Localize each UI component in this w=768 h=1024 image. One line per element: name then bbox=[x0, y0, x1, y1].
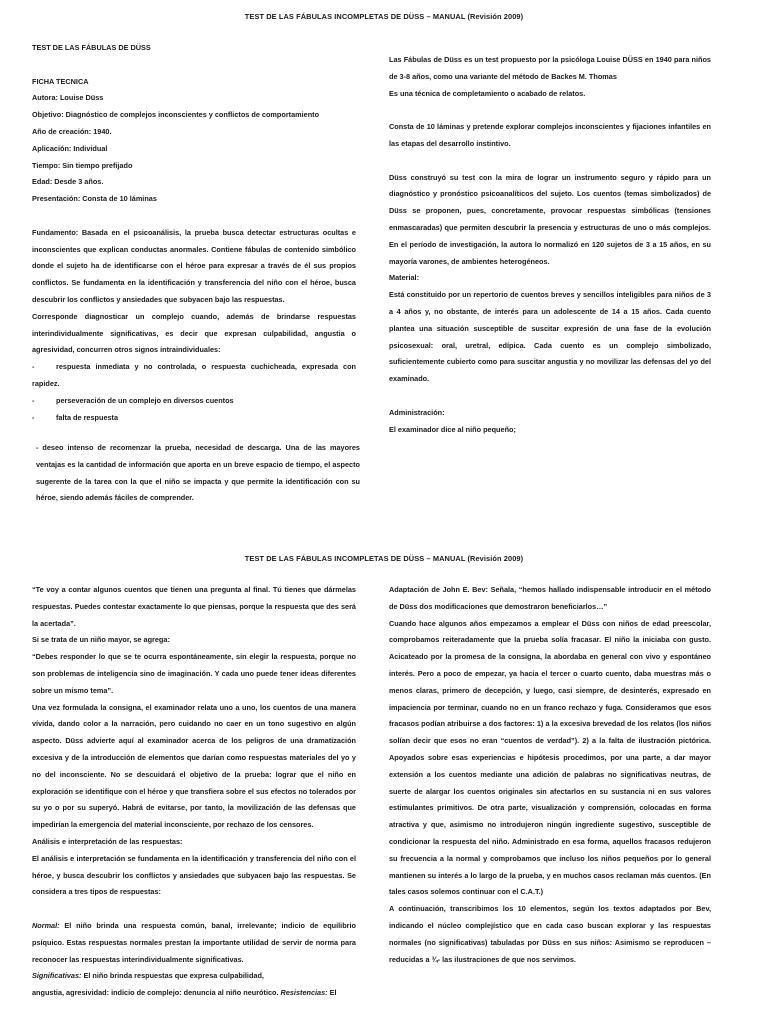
bullet-item: - perseveración de un complejo en diversos cuentos bbox=[32, 395, 234, 405]
last-line: angustia, agresividad: indicio de complejo: denuncia al niño neurótico. Resistencias: El bbox=[32, 988, 337, 998]
bullet-item: - respuesta inmediata y no controlada, o respuesta cuchicheada, expresada con rapidez. bbox=[32, 362, 356, 388]
section-title: TEST DE LAS FÁBULAS DE DÜSS bbox=[32, 43, 151, 52]
tecnica-paragraph: Es una técnica de completamiento o acabado de relatos. bbox=[389, 88, 586, 98]
nino-mayor-paragraph: Si se trata de un niño mayor, se agrega: bbox=[32, 635, 170, 645]
ficha-aplicacion: Aplicación: Individual bbox=[32, 143, 108, 153]
consigna-mayor-paragraph: “Debes responder lo que se te ocurra espontáneamente, sin elegir la respuesta, porque no son problemas de inteligencia sino de imaginación. Y cada uno puede tener ideas diferentes sobre un mismo tema”. bbox=[32, 652, 356, 695]
analisis-paragraph: El análisis e interpretación se fundamenta en la identificación y transferencia del niño con el héroe, y busca descubrir los conflictos y ansiedades que subyacen bajo las respuestas. Se considera a tres tipos de respuestas: bbox=[32, 853, 356, 897]
fundamento-paragraph: Fundamento: Basada en el psicoanálisis, la prueba busca detectar estructuras ocultas e inconscientes que explican conductas anormales. Contiene fábulas de contenido simbólico donde el sujeto ha de identificarse con el héroe para expresar a través de él sus propios conflictos. Se fundamenta en la identificación y transferencia del niño con el héroe, busca descubrir los conflictos y ansiedades que subyacen bajo las respuestas. bbox=[32, 227, 356, 304]
ficha-tiempo: Tiempo: Sin tiempo prefijado bbox=[32, 160, 133, 170]
document-page-2 bbox=[0, 540, 768, 1024]
normal-paragraph: Normal: El niño brinda una respuesta común, banal, irrelevante; indicio de equilibrio psíquico. Estas respuestas normales prestan la importante utilidad de servir de norma para reconocer las respuestas interindividualmente significativas. bbox=[32, 920, 356, 964]
ficha-heading: FICHA TECNICA bbox=[32, 76, 89, 86]
right-column bbox=[389, 582, 711, 968]
ficha-anio: Año de creación: 1940. bbox=[32, 126, 112, 136]
running-title: TEST DE LAS FÁBULAS INCOMPLETAS DE DÜSS – MANUAL (Revisión 2009) bbox=[244, 554, 524, 563]
left-column bbox=[32, 582, 356, 1002]
running-title: TEST DE LAS FÁBULAS INCOMPLETAS DE DÜSS – MANUAL (Revisión 2009) bbox=[244, 12, 524, 21]
consta-paragraph: Consta de 10 láminas y pretende explorar complejos inconscientes y fijaciones infantiles en las etapas del desarrollo instintivo. bbox=[389, 122, 711, 148]
left-column bbox=[32, 40, 356, 426]
relato-paragraph: Una vez formulada la consigna, el examinador relata uno a uno, los cuentos de una manera vívida, dando color a la narración, pero cuidando no caer en un tono sugestivo en algún aspecto. Düss advierte aquí al examinador acerca de los peligros de una dramatización excesiva y de la introducción de elementos que darían como respuestas materiales del yo y no del inconsciente. No se descuidará el objetivo de la prueba: lograr que el niño en exploración se identifique con el héroe y que transfiera sobre el sus efectos no tolerados por su yo o por su superyó. Habrá de evitarse, por tanto, la movilización de las defensas que impedirían la emergencia del material inconsciente, por rechazo de los censores. bbox=[32, 702, 356, 830]
material-paragraph: Está constituido por un repertorio de cuentos breves y sencillos inteligibles para niños de 3 a 4 años y, no obstante, de interés para un adolescente de 14 a 15 años. Cada cuento plantea una situación susceptible de suscitar expresión de una fase de la evolución psicosexual: oral, uretral, edípica. Cada cuento es un complejo simbolizado, suficientemente cubierto como para suscitar angustia y no movilizar las defensas del yo del examinado. bbox=[389, 290, 711, 384]
significativas-paragraph: Significativas: El niño brinda respuestas que expresa culpabilidad, bbox=[32, 971, 264, 981]
consigna-paragraph: “Te voy a contar algunos cuentos que tienen una pregunta al final. Tú tienes que dármelas respuestas. Puedes contestar exactamente lo que piensas, porque la respuesta que des será la acertada”. bbox=[32, 585, 356, 628]
preescolar-paragraph: Cuando hace algunos años empezamos a emplear el Düss con niños de edad preescolar, comprobamos reiteradamente que la prueba solía fracasar. El niño la iniciaba con gusto. Acicateado por la promesa de la consigna, la abordaba en general con vivo y espontáneo interés. Pero a poco de empezar, ya hacia el tercer o cuarto cuento, daba muestras más o menos claras, primero de decepción, y luego, casi siempre, de desinterés, expresado en impaciencia por terminar, cuando no en un franco rechazo y fuga. Consideramos que esos fracasos podían atribuirse a dos factores: 1) a la excesiva brevedad de los relatos (los niños solían decir que esos no eran “cuentos de verdad”). 2) a la falta de ilustración pictórica. Apoyados sobre esas experiencias e hipótesis procedimos, por una parte, a dar mayor extensión a los cuentos mediante una adición de palabras no significativas neutras, de suerte de alargar los cuentos originales sin afectarlos en su sustancia ni en sus valores estimulantes primitivos. De otra parte, visualización y comprensión, colocadas en forma atractiva y que, asimismo no introdujeron ningún ingrediente sugestivo, susceptible de condicionar la respuesta del niño. Administrado en esa forma, aquellos fracasos redujeron su frecuencia a la normal y comprobamos que incluso los niños pequeños por lo general mantienen su interés a lo largo de la prueba, y en muchos casos reclaman más cuentos. (En tales casos solemos continuar con el C.A.T.) bbox=[389, 618, 711, 897]
deseo-paragraph: - deseo intenso de recomenzar la prueba, necesidad de descarga. Una de las mayores ventajas es la cantidad de información que aporta en un breve espacio de tiempo, el aspecto sugerente de la tarea con la que el niño se impacta y que permite la identificación con su héroe, siendo además fáciles de comprender. bbox=[36, 443, 360, 503]
intro-paragraph: Las Fábulas de Düss es un test propuesto por la psicóloga Louise DÜSS en 1940 para niños de 3-8 años, como una variante del método de Backes M. Thomas bbox=[389, 55, 711, 81]
admin-heading: Administración: bbox=[389, 407, 445, 417]
ficha-presentacion: Presentación: Consta de 10 láminas bbox=[32, 194, 157, 204]
ficha-autora: Autora: Louise Düss bbox=[32, 93, 104, 103]
continuacion-paragraph: A continuación, transcribimos los 10 elementos, según los textos adaptados por Bev, indicando el núcleo complejístico que en cada caso buscan explorar y las respuestas normales (no significativas) tabuladas por Düss en sus niños: Asimismo se reproducen –reducidas a ¾- las ilustraciones de que nos servimos. bbox=[389, 904, 711, 964]
construyo-paragraph: Düss construyó su test con la mira de lograr un instrumento seguro y rápido para un diagnóstico y pronóstico psicoanalíticos del sujeto. Los cuentos (temas simbolizados) de Düss se proponen, pues, concretamente, provocar respuestas simbólicas (tensiones enmascaradas) que permiten descubrir la presencia y estructuras de uno o más complejos. En el período de investigación, la autora lo normalizó en 120 sujetos de 3 a 15 años, en su mayoría varones, de ambientes heterogéneos. bbox=[389, 172, 711, 266]
ficha-edad: Edad: Desde 3 años. bbox=[32, 177, 104, 187]
analisis-heading: Análisis e interpretación de las respuestas: bbox=[32, 836, 183, 846]
admin-paragraph: El examinador dice al niño pequeño; bbox=[389, 424, 516, 434]
corresponde-paragraph: Corresponde diagnosticar un complejo cuando, además de brindarse respuestas interindividualmente significativas, es decir que expresan culpabilidad, angustia o agresividad, concurren otros signos intraindividuales: bbox=[32, 311, 356, 355]
material-heading: Material: bbox=[389, 273, 420, 283]
ficha-objetivo: Objetivo: Diagnóstico de complejos inconscientes y conflictos de comportamiento bbox=[32, 110, 320, 120]
adaptacion-paragraph: Adaptación de John E. Bev: Señala, “hemos hallado indispensable introducir en el método de Düss dos modificaciones que demostraron beneficiarlos…” bbox=[389, 585, 711, 611]
bullet-item: - falta de respuesta bbox=[32, 412, 119, 422]
right-column bbox=[389, 52, 711, 438]
